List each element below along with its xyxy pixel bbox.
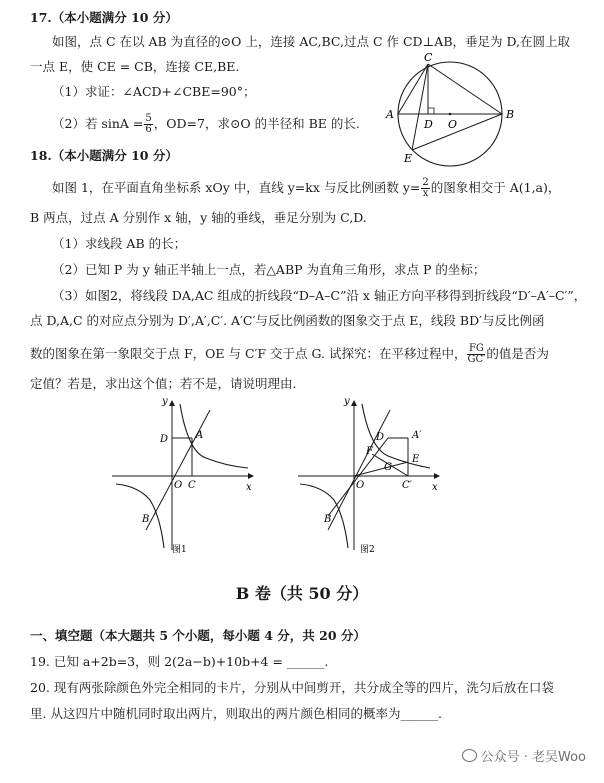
q18-part3-line4: 定值？若是，求出这个值；若不是，请说明理由. xyxy=(30,376,297,391)
q18-figure2 xyxy=(294,398,444,558)
fig1-label-c: C xyxy=(188,480,196,491)
watermark-text: 公众号 · 老吴Woo xyxy=(480,750,586,765)
q18-line1-prefix: 如图 1，在平面直角坐标系 xOy 中，直线 y=kx 与反比例函数 y= xyxy=(52,180,421,195)
fig1-label-b: B xyxy=(142,514,150,525)
q17-frac-num: 5 xyxy=(145,113,152,124)
q18-part3-line2: 点 D,A,C 的对应点分别为 D′,A′,C′. A′C′与反比例函数的图象交于点 E，线段 BD′与反比例函 xyxy=(30,313,545,328)
q18-figure1 xyxy=(108,398,258,558)
q18-part2: （2）已知 P 为 y 轴正半轴上一点，若△ABP 为直角三角形，求点 P 的坐标； xyxy=(52,262,486,277)
q17-part2 xyxy=(52,114,360,135)
q18-line1-suffix: 的图象相交于 A(1,a)， xyxy=(430,180,561,195)
q20-line2: 里. 从这四片中随机同时取出两片，则取出的两片颜色相同的概率为______. xyxy=(30,706,442,721)
fig2-label-a-prime: A′ xyxy=(412,430,422,441)
fig2-label-b: B xyxy=(324,514,332,525)
x-axis-arrow xyxy=(434,473,440,479)
fig2-label-c-prime: C′ xyxy=(402,480,412,491)
fig1-label-x: x xyxy=(246,482,252,493)
q18-part3-line3-suffix: 的值是否为 xyxy=(486,346,549,361)
label-c: C xyxy=(424,51,433,64)
q17-part2-prefix: （2）若 sinA = xyxy=(52,116,144,131)
label-b: B xyxy=(506,108,515,121)
q18-part1: （1）求线段 AB 的长； xyxy=(52,236,187,251)
line-y-kx xyxy=(146,410,210,530)
segment-bd-prime xyxy=(328,438,388,516)
q19-text: 19. 已知 a+2b=3，则 2(2a−b)+10b+4 = ______. xyxy=(30,654,329,669)
fig2-label-f: F xyxy=(366,446,373,457)
y-axis-arrow xyxy=(351,400,357,406)
q17-sin-fraction xyxy=(144,114,152,135)
q18-part3-line3-prefix: 数的图象在第一象限交于点 F，OE 与 C′F 交于点 G. 试探究：在平移过程中， xyxy=(30,346,467,361)
fill-blank-header: 一、填空题（本大题共 5 个小题，每小题 4 分，共 20 分） xyxy=(30,628,366,643)
q17-part2-suffix: ，OD=7，求⊙O 的半径和 BE 的长. xyxy=(153,116,360,131)
hyperbola-q3 xyxy=(116,484,164,548)
wechat-icon xyxy=(462,749,477,762)
q20-line1: 20. 现有两张除颜色外完全相同的卡片，分别从中间剪开，共分成全等的四片，洗匀后放在口袋 xyxy=(30,680,554,695)
label-e: E xyxy=(404,152,413,165)
fig2-label-y: y xyxy=(344,396,350,407)
q18-part3-line1: （3）如图2，将线段 DA,AC 组成的折线段“D–A–C”沿 x 轴正方向平移得到折线段“D′–A′–C′”， xyxy=(52,288,587,303)
q18-frac-den: x xyxy=(422,188,429,199)
q18-ratio-den: GC′ xyxy=(467,354,486,365)
watermark xyxy=(462,746,586,765)
right-angle-mark xyxy=(428,108,434,114)
q18-ratio-fraction xyxy=(467,344,485,365)
q17-line1: 如图，点 C 在以 AB 为直径的⊙O 上，连接 AC,BC,过点 C 作 CD⊥AB，垂足为 D,在圆上取 xyxy=(52,34,571,49)
q17-header: 17.（本小题满分 10 分） xyxy=(30,10,178,25)
q18-frac-num: 2 xyxy=(422,177,429,188)
fig2-label-g: G xyxy=(384,462,392,473)
q17-part1: （1）求证：∠ACD+∠CBE=90°； xyxy=(52,84,256,99)
fig1-caption: 图1 xyxy=(172,545,187,555)
center-dot xyxy=(449,113,452,116)
q17-circle-figure xyxy=(382,52,522,172)
q18-part3-line3 xyxy=(30,344,549,365)
label-a: A xyxy=(386,108,394,121)
fig2-label-o: O xyxy=(356,480,365,491)
fig1-label-a: A xyxy=(196,430,204,441)
q17-line2: 一点 E，使 CE = CB，连接 CE,BE. xyxy=(30,59,240,74)
q18-line1 xyxy=(52,178,560,199)
line-y-kx xyxy=(328,410,390,530)
q18-func-fraction xyxy=(421,178,429,199)
label-d: D xyxy=(424,118,433,131)
fig2-label-d: D xyxy=(376,432,385,443)
q18-ratio-num: FG xyxy=(468,343,484,354)
fig1-label-o: O xyxy=(174,480,183,491)
fig2-label-x: x xyxy=(432,482,438,493)
label-o: O xyxy=(448,118,458,131)
fig1-label-d: D xyxy=(160,434,169,445)
q18-header: 18.（本小题满分 10 分） xyxy=(30,148,178,163)
segment-cb xyxy=(428,64,502,114)
q18-line2: B 两点，过点 A 分别作 x 轴，y 轴的垂线，垂足分别为 C,D. xyxy=(30,210,367,225)
section-b-title: B 卷（共 50 分） xyxy=(235,584,369,603)
hyperbola-q1 xyxy=(180,404,248,468)
q17-frac-den: 6 xyxy=(145,124,152,135)
fig2-caption: 图2 xyxy=(360,545,375,555)
y-axis-arrow xyxy=(169,400,175,406)
fig2-label-e: E xyxy=(412,454,420,465)
fig1-label-y: y xyxy=(162,396,168,407)
x-axis-arrow xyxy=(248,473,254,479)
